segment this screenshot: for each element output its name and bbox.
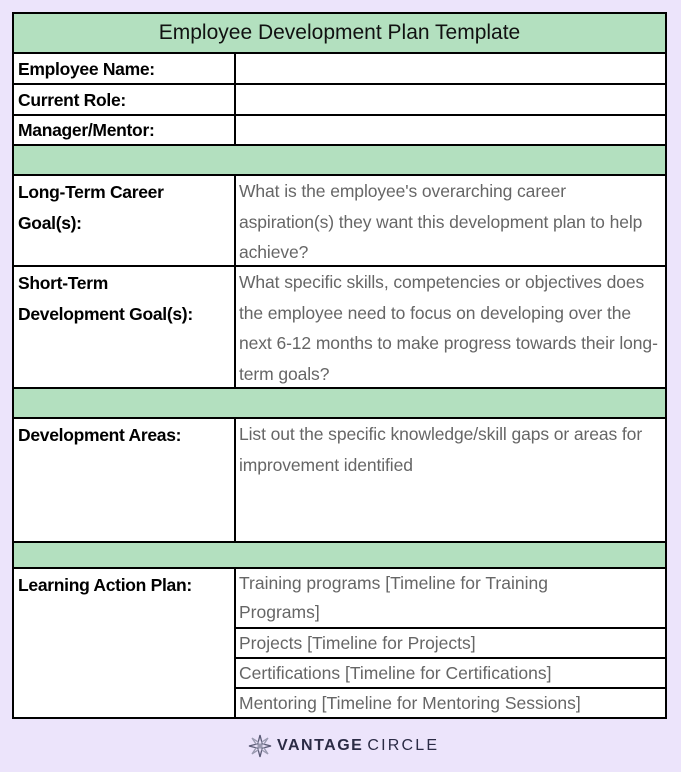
current-role-label: Current Role: xyxy=(14,85,236,114)
vantage-circle-logo xyxy=(247,733,439,759)
current-role-field[interactable] xyxy=(236,85,665,114)
title-row xyxy=(14,14,665,52)
action-item-certifications[interactable]: Certifications [Timeline for Certifications] xyxy=(236,657,665,687)
label-line: Short-Term xyxy=(18,273,109,293)
employee-name-field[interactable] xyxy=(236,54,665,83)
manager-mentor-label: Manager/Mentor: xyxy=(14,116,236,144)
section-divider xyxy=(14,387,665,417)
action-item-mentoring[interactable]: Mentoring [Timeline for Mentoring Sessions] xyxy=(236,687,665,717)
short-term-goals-field[interactable]: What specific skills, competencies or objectives does the employee need to focus on developing over the next 6-12 months to make progress towards their long-term goals? xyxy=(239,272,658,384)
employee-name-row xyxy=(14,52,665,83)
flower-logo-icon xyxy=(247,733,273,759)
short-term-goals-label xyxy=(14,267,236,387)
label-line: Long-Term Career xyxy=(18,182,164,202)
manager-mentor-row xyxy=(14,114,665,144)
short-term-goals-row xyxy=(14,265,665,387)
development-areas-row xyxy=(14,417,665,541)
learning-action-plan-row xyxy=(14,567,665,717)
learning-action-plan-items xyxy=(236,569,665,717)
action-item-training[interactable]: Training programs [Timeline for Training Programs] xyxy=(239,573,548,622)
learning-action-plan-label: Learning Action Plan: xyxy=(14,569,236,717)
section-divider xyxy=(14,541,665,567)
development-areas-label: Development Areas: xyxy=(14,419,236,541)
long-term-goals-field[interactable]: What is the employee's overarching career aspiration(s) they want this development plan to help achieve? xyxy=(239,181,643,262)
manager-mentor-field[interactable] xyxy=(236,116,665,144)
logo-wordmark-bold: VANTAGE xyxy=(277,737,364,754)
current-role-row xyxy=(14,83,665,114)
logo-wordmark-light: CIRCLE xyxy=(367,737,440,754)
page-title: Employee Development Plan Template xyxy=(158,21,521,44)
action-item-projects[interactable]: Projects [Timeline for Projects] xyxy=(236,627,665,657)
label-line: Development Goal(s): xyxy=(18,304,193,324)
long-term-goals-row xyxy=(14,174,665,265)
employee-name-label: Employee Name: xyxy=(14,54,236,83)
development-areas-field[interactable]: List out the specific knowledge/skill gaps or areas for improvement identified xyxy=(239,424,643,475)
long-term-goals-label xyxy=(14,176,236,265)
section-divider xyxy=(14,144,665,174)
development-plan-table xyxy=(12,12,667,719)
label-line: Goal(s): xyxy=(18,213,82,233)
